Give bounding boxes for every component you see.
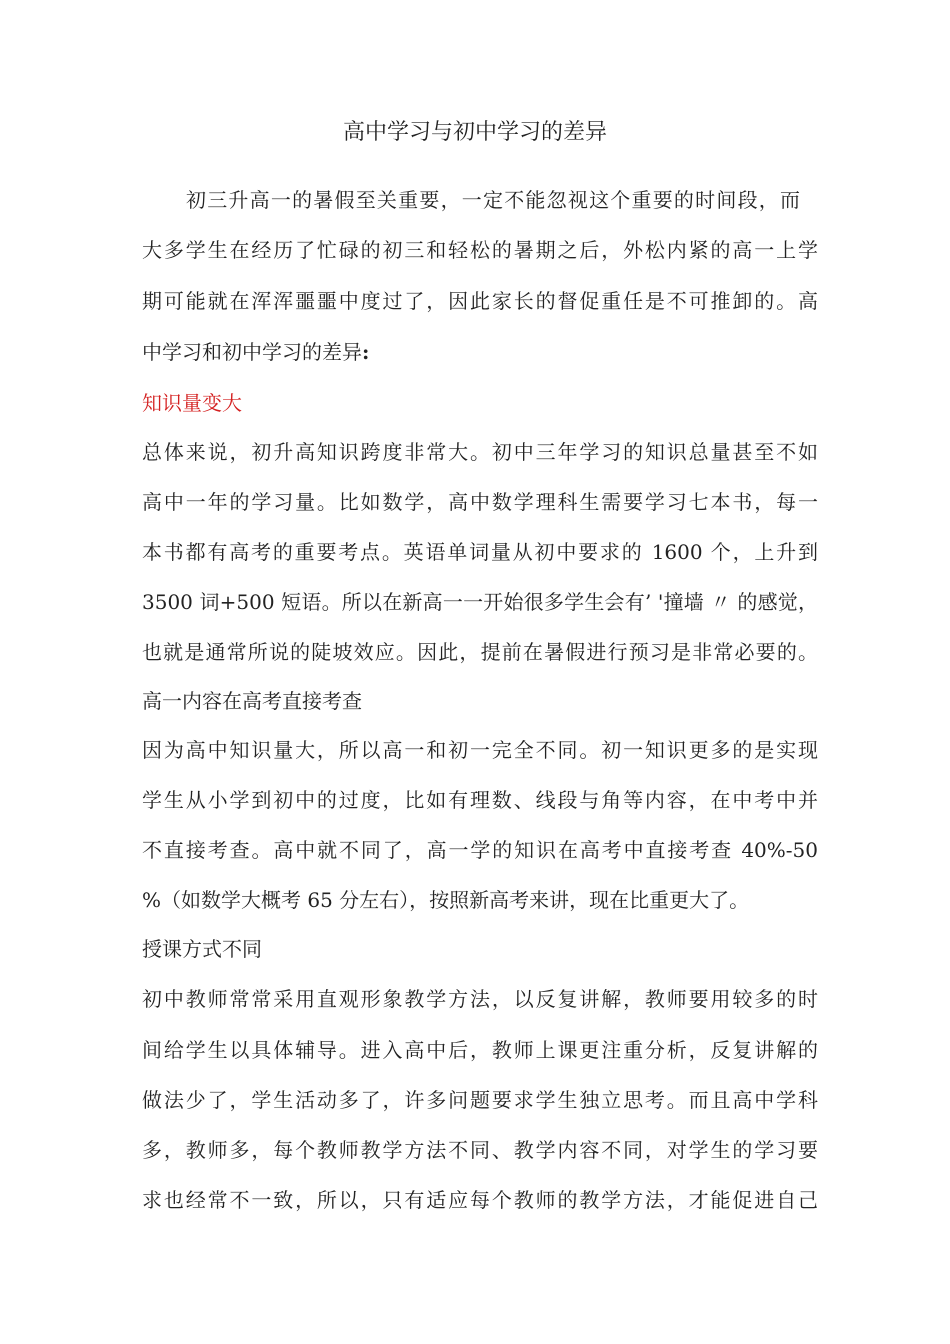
section1-line: 高中一年的学习量。比如数学，高中数学理科生需要学习七本书，每一 (142, 490, 818, 514)
section2-line: 学生从小学到初中的过度，比如有理数、线段与角等内容，在中考中并 (142, 788, 818, 812)
section3-line: 间给学生以具体辅导。进入高中后，教师上课更注重分析，反复讲解的 (142, 1038, 818, 1062)
intro-line: 期可能就在浑浑噩噩中度过了，因此家长的督促重任是不可推卸的。高 (142, 289, 818, 313)
intro-line-last (142, 338, 818, 366)
section3-line: 求也经常不一致，所以，只有适应每个教师的教学方法，才能促进自己 (142, 1188, 818, 1212)
section2-line: 不直接考查。高中就不同了，高一学的知识在高考中直接考查 40%-50 (142, 838, 818, 862)
document-title: 高中学习与初中学习的差异 (342, 120, 607, 145)
intro-colon: : (362, 340, 370, 364)
section1-line: 也就是通常所说的陡坡效应。因此，提前在暑假进行预习是非常必要的。 (142, 640, 818, 664)
section3-line: 初中教师常常采用直观形象教学方法，以反复讲解，教师要用较多的时 (142, 987, 818, 1011)
section2-line: %（如数学大概考 65 分左右），按照新高考来讲，现在比重更大了。 (142, 888, 750, 912)
section1-line: 总体来说，初升高知识跨度非常大。初中三年学习的知识总量甚至不如 (142, 440, 818, 464)
section-heading-gaokao: 高一内容在高考直接考查 (142, 689, 362, 713)
section2-line: 因为高中知识量大，所以高一和初一完全不同。初一知识更多的是实现 (142, 738, 818, 762)
intro-line-text: 中学习和初中学习的差异 (142, 340, 362, 364)
section-heading-knowledge: 知识量变大 (142, 391, 242, 415)
intro-line: 初三升高一的暑假至关重要，一定不能忽视这个重要的时间段，而 (186, 188, 800, 212)
section-heading-teaching: 授课方式不同 (142, 937, 262, 961)
section3-line: 做法少了，学生活动多了，许多问题要求学生独立思考。而且高中学科 (142, 1088, 818, 1112)
intro-line: 大多学生在经历了忙碌的初三和轻松的暑期之后，外松内紧的高一上学 (142, 238, 818, 262)
section1-line: 本书都有高考的重要考点。英语单词量从初中要求的 1600 个，上升到 (142, 540, 818, 564)
section3-line: 多，教师多，每个教师教学方法不同、教学内容不同，对学生的学习要 (142, 1138, 818, 1162)
section1-line: 3500 词+500 短语。所以在新高一一开始很多学生会有’ '撞墙 〃 的感觉， (142, 590, 818, 614)
